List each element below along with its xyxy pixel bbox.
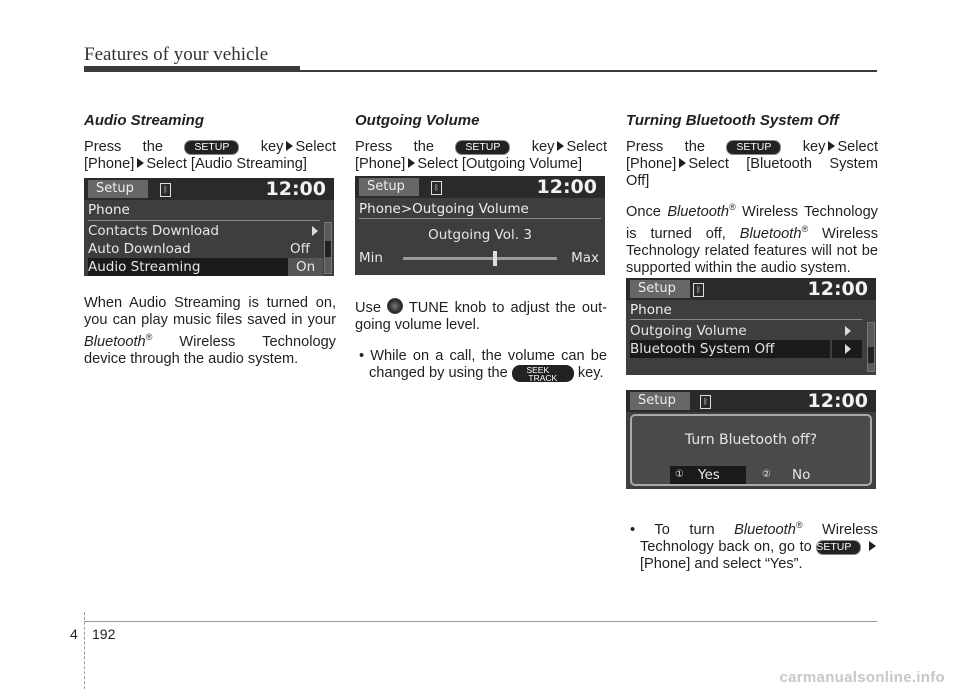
arrow-right-icon: [408, 158, 415, 168]
section-audio-streaming: [84, 112, 336, 182]
text: When Audio Streaming is turned on, you can play music files saved in your: [84, 295, 336, 328]
bluetooth-icon: ᛒ: [693, 283, 704, 297]
yes-number-icon: ①: [675, 469, 684, 480]
section-bluetooth-off: [626, 112, 878, 286]
text: Select [Phone]: [355, 139, 607, 172]
description-paragraph: [355, 298, 607, 334]
arrow-right-icon: [679, 158, 686, 168]
text: ®: [801, 223, 809, 234]
bluetooth-icon: ᛒ: [431, 181, 442, 195]
scrollbar-thumb: [325, 241, 331, 257]
dialog-question: Turn Bluetooth off?: [684, 432, 818, 448]
description-paragraph: [84, 295, 336, 368]
dialog-yes-label: Yes: [698, 467, 720, 483]
scrollbar: [324, 222, 332, 274]
menu-row-audio-streaming: Audio Streaming: [88, 258, 288, 276]
section-outgoing-volume: [355, 112, 607, 182]
instruction-paragraph: [626, 139, 878, 190]
bluetooth-icon: ᛒ: [700, 395, 711, 409]
tune-knob-icon: [387, 298, 403, 314]
text: Bluetooth: [739, 225, 802, 242]
setup-key-icon: SETUP: [184, 140, 239, 155]
text: Once: [626, 203, 661, 220]
text: TRACK: [528, 373, 558, 383]
instruction-paragraph: [355, 139, 607, 173]
header-rule-thick: [84, 66, 300, 72]
text: Use: [355, 300, 381, 316]
menu-row-outgoing-volume: Outgoing Volume: [630, 323, 747, 339]
text: Select [Audio Streaming]: [146, 156, 307, 172]
text: While on a call, the volume can be changed by using the: [369, 348, 607, 381]
page-header-title: Features of your vehicle: [84, 44, 269, 65]
screen-clock: 12:00: [536, 176, 597, 198]
text: ®: [145, 332, 153, 342]
screen-turn-bluetooth-off-dialog: [626, 390, 876, 489]
setup-key-icon: SETUP: [816, 540, 861, 555]
chevron-right-icon: [845, 326, 851, 336]
screen-tab: Setup: [359, 178, 419, 196]
arrow-right-icon: [557, 141, 564, 151]
setup-key-icon: SETUP: [726, 140, 781, 155]
screen-title: Phone>Outgoing Volume: [359, 201, 529, 217]
text: Bluetooth: [84, 333, 146, 350]
menu-row-contacts-download: Contacts Download: [88, 223, 219, 239]
section-heading: Audio Streaming: [84, 112, 205, 129]
text: Wireless Technology related features will not be supported within the audio system.: [626, 225, 878, 276]
text: ®: [795, 520, 803, 530]
text: ®: [728, 202, 736, 212]
scrollbar: [867, 322, 875, 372]
text: Select [Phone]: [626, 139, 878, 172]
volume-min-label: Min: [359, 250, 383, 266]
screen-clock: 12:00: [807, 278, 868, 300]
text: Press the: [355, 139, 434, 155]
text: Bluetooth: [734, 521, 796, 538]
scrollbar-thumb: [868, 347, 874, 363]
menu-row-value: Off: [290, 241, 310, 257]
text: Wireless Technology device through the audio system.: [84, 333, 336, 367]
footer-vertical-rule: [84, 612, 86, 689]
screen-title: Phone: [88, 202, 130, 218]
screen-tab: Setup: [630, 280, 690, 298]
divider: [630, 319, 862, 320]
text: Wireless Technology back on, go to: [640, 521, 878, 555]
screen-tab: Setup: [88, 180, 148, 198]
divider: [88, 220, 320, 221]
screen-tab: Setup: [630, 392, 690, 410]
text: Select [Bluetooth System Off]: [626, 156, 878, 189]
dialog-no-label: No: [792, 467, 811, 483]
text: key: [802, 139, 826, 155]
instruction-paragraph: [84, 139, 336, 173]
chapter-number: 4: [70, 626, 78, 642]
volume-slider-track: [403, 257, 557, 260]
footer-rule: [84, 621, 877, 622]
bluetooth-icon: ᛒ: [160, 183, 171, 197]
volume-level-label: Outgoing Vol. 3: [428, 227, 532, 243]
text: SEEK: [526, 365, 550, 375]
chevron-right-icon: [312, 226, 318, 236]
screen-bluetooth-system-off: [626, 278, 876, 375]
text: key: [531, 139, 555, 155]
page-number: 192: [92, 626, 116, 642]
setup-key-icon: SETUP: [455, 140, 510, 155]
menu-row-value: On: [288, 258, 323, 276]
text: Select [Outgoing Volume]: [417, 156, 582, 172]
screen-phone-audio-streaming: [84, 178, 334, 276]
screen-clock: 12:00: [265, 178, 326, 200]
text: key: [260, 139, 284, 155]
screen-outgoing-volume: [355, 176, 605, 275]
text: Wireless Technology is turned off,: [626, 203, 878, 242]
text: TUNE knob to adjust the out-going volume level.: [355, 300, 607, 333]
section-heading: Outgoing Volume: [355, 112, 480, 129]
arrow-right-icon: [286, 141, 293, 151]
chevron-right-icon: [845, 344, 851, 354]
section-audio-streaming-desc: [84, 295, 336, 377]
section-heading: Turning Bluetooth System Off: [626, 112, 839, 129]
watermark: carmanualsonline.info: [779, 669, 945, 686]
menu-row-auto-download: Auto Download: [88, 241, 191, 257]
seek-track-key-icon: [512, 365, 574, 382]
arrow-right-icon: [869, 541, 876, 551]
arrow-right-icon: [137, 158, 144, 168]
section-outgoing-volume-desc: [355, 298, 607, 391]
text: To turn: [654, 521, 715, 538]
header-rule-thin: [300, 70, 877, 72]
divider: [359, 218, 601, 219]
text: Bluetooth: [667, 203, 729, 220]
no-number-icon: ②: [762, 469, 771, 480]
menu-row-bluetooth-system-off: Bluetooth System Off: [630, 340, 830, 358]
screen-title: Phone: [630, 302, 672, 318]
text: Select [Phone]: [84, 139, 336, 172]
text: Press the: [84, 139, 163, 155]
arrow-right-icon: [828, 141, 835, 151]
text: Press the: [626, 139, 705, 155]
description-paragraph: [626, 199, 878, 277]
bullet-item: • To turn Bluetooth® Wireless Technology back on, go to SETUP [Phone] and select “Yes”.: [630, 520, 878, 572]
text: key.: [577, 365, 604, 381]
volume-max-label: Max: [571, 250, 599, 266]
text: [Phone] and select “Yes”.: [640, 555, 803, 572]
bullet-item: • While on a call, the volume can be changed by using the SEEK TRACK key.: [359, 348, 607, 383]
screen-clock: 12:00: [807, 390, 868, 412]
section-bluetooth-on-note: [626, 517, 878, 582]
dialog-box: [630, 414, 872, 486]
volume-slider-thumb: [493, 251, 497, 266]
